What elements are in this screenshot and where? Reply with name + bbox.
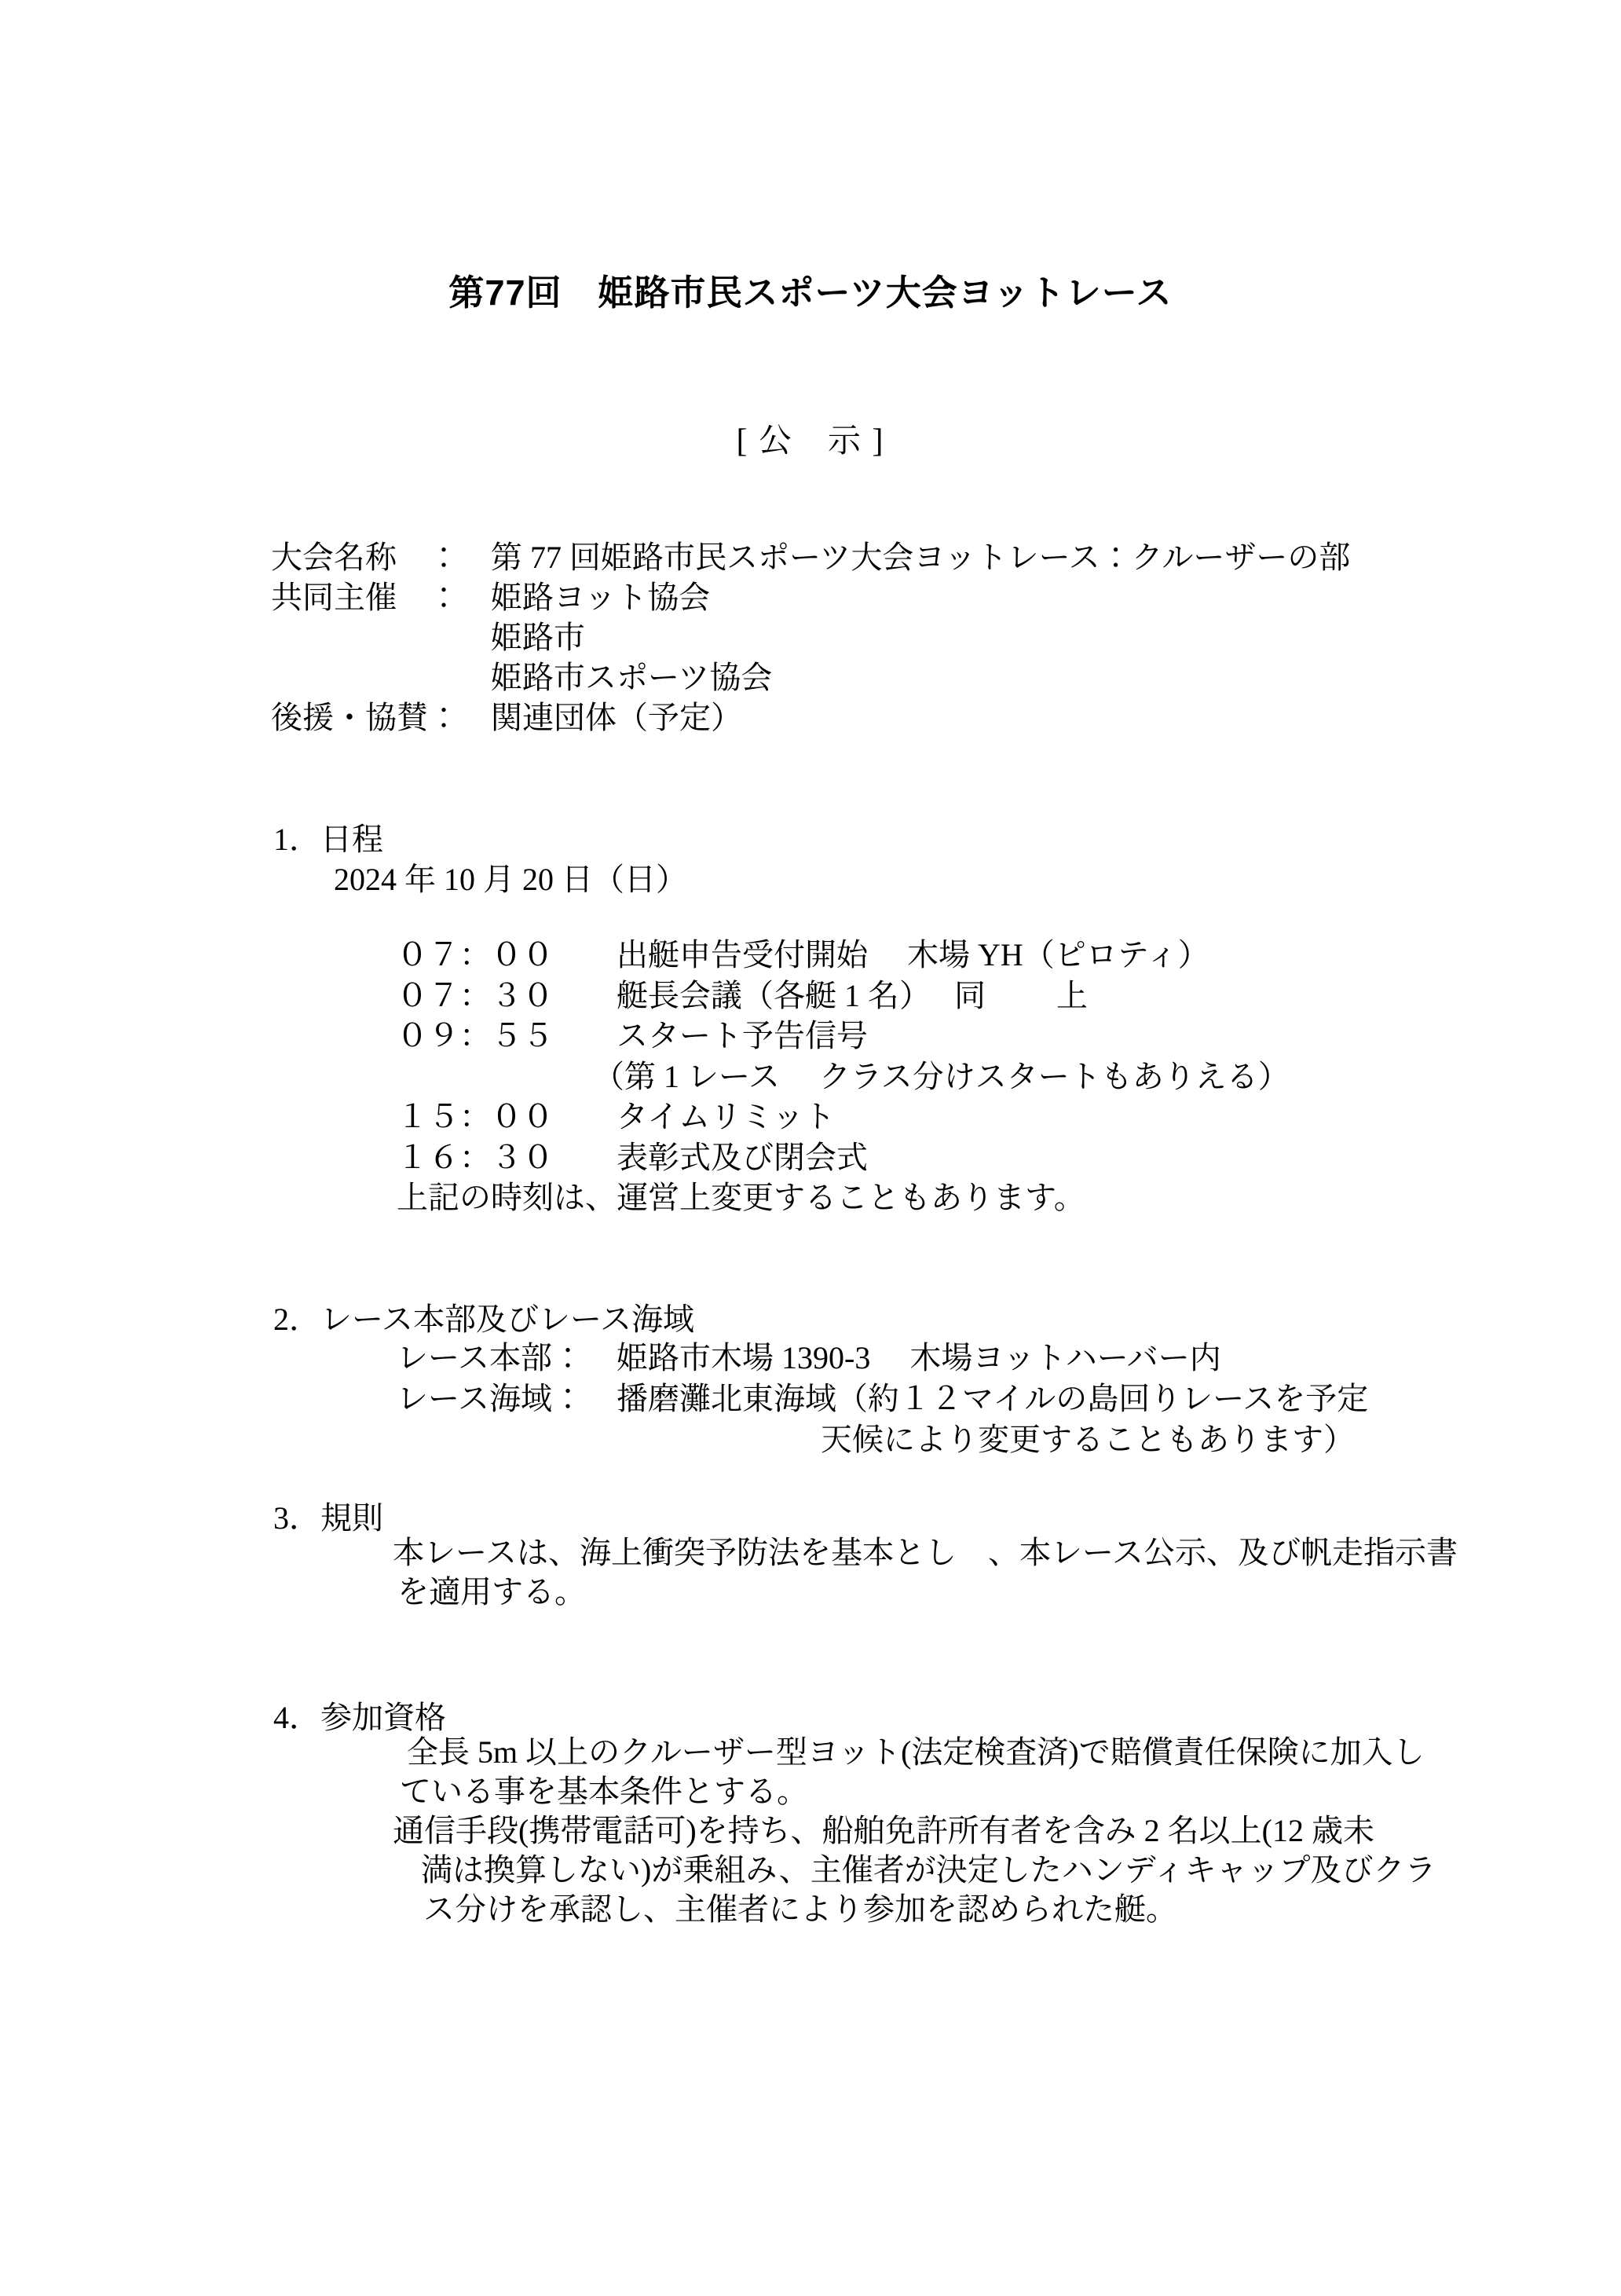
meta-value: 姫路市スポーツ協会 [491,660,773,695]
rules-block [393,1533,1458,1612]
eligibility-line-5: ス分けを承認し、主催者により参加を認められた艇。 [423,1891,1177,1927]
schedule-time: ０９：５５ [397,1018,554,1053]
schedule-block [397,935,1290,1218]
meta-block [271,537,1350,738]
schedule-desc: 表彰式及び閉会式 [617,1139,868,1175]
eligibility-line-4: 満は換算しない)が乗組み、主催者が決定したハンディキャップ及びクラ [421,1852,1436,1888]
eligibility-line-1: 全長 5m 以上のクルーザー型ヨット(法定検査済)で賠償責任保険に加入し [407,1734,1425,1770]
meta-value: 姫路ヨット協会 [491,580,711,615]
section3-heading: 3．規則 [273,1500,383,1536]
schedule-time: １６：３０ [397,1139,554,1175]
meta-value: 関連団体（予定） [491,700,742,735]
race-hq-value: 姫路市木場 1390-3 木場ヨットハーバー内 [617,1340,1221,1375]
meta-label: 後援・協賛： [271,700,459,735]
rules-line-1: 本レースは、海上衝突予防法を基本とし 、本レース公示、及び帆走指示書 [393,1535,1458,1570]
meta-label: 共同主催 ： [271,580,459,615]
race-hq-block [397,1338,1368,1460]
meta-row-co-hosts-2 [271,617,1350,657]
schedule-desc: 出艇申告受付開始 木場 YH（ピロティ） [617,937,1209,972]
meta-row-co-hosts-3 [271,657,1350,698]
schedule-paren-note: （第 1 レース クラス分けスタートもありえる） [593,1058,1290,1094]
schedule-row-1500 [397,1097,1290,1137]
eligibility-line-2: ている事を基本条件とする。 [400,1774,808,1809]
meta-label: 大会名称 ： [271,540,459,575]
meta-row-event-name [271,537,1350,577]
schedule-row-0700 [397,935,1290,976]
schedule-time: ０７：３０ [397,977,554,1013]
schedule-desc: 艇長会議（各艇 1 名） 同 上 [617,977,1088,1013]
schedule-desc: タイムリミット [617,1099,836,1134]
eligibility-line-3: 通信手段(携帯電話可)を持ち、船舶免許所有者を含み 2 名以上(12 歳未 [393,1813,1374,1848]
section1-heading: 1．日程 [273,822,383,857]
meta-label [271,617,491,657]
schedule-row-0955 [397,1016,1290,1056]
meta-row-co-hosts [271,577,1350,617]
race-hq-label: レース本部： [397,1340,584,1375]
notice-label: [ 公 示 ] [736,423,885,460]
section4-heading: 4．参加資格 [273,1700,446,1735]
schedule-footer-note: 上記の時刻は、運営上変更することもあります。 [397,1180,1085,1215]
race-area-note: 天候により変更することもあります） [821,1422,1355,1457]
meta-value: 姫路市 [491,620,585,655]
schedule-row-0730 [397,976,1290,1016]
eligibility-block [393,1733,1436,1929]
meta-label [271,657,491,698]
section1-date: 2024 年 10 月 20 日（日） [334,862,687,897]
schedule-time: １５：００ [397,1099,554,1134]
schedule-time: ０７：００ [397,937,554,972]
rules-line-2: を適用する。 [397,1574,586,1609]
race-hq-row [397,1338,1368,1379]
schedule-row-1630 [397,1137,1290,1178]
section2-heading: 2．レース本部及びレース海域 [273,1302,694,1337]
schedule-desc: スタート予告信号 [617,1018,868,1053]
race-area-label: レース海域： [397,1381,584,1416]
document-title: 第77回 姫路市民スポーツ大会ヨットレース [448,273,1173,313]
meta-row-sponsors [271,698,1350,738]
race-area-value: 播磨灘北東海域（約１２マイルの島回りレースを予定 [617,1381,1369,1416]
race-area-row [397,1379,1368,1419]
meta-value: 第 77 回姫路市民スポーツ大会ヨットレース：クルーザーの部 [491,540,1351,575]
